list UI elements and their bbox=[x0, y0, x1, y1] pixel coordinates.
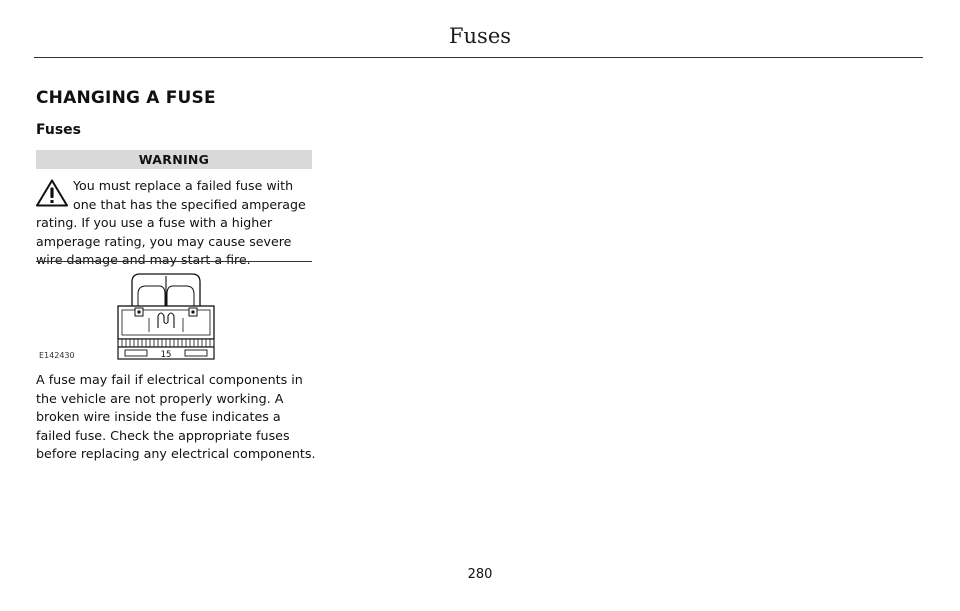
header-divider bbox=[34, 57, 923, 58]
warning-box bbox=[36, 177, 312, 270]
fuse-figure bbox=[36, 270, 312, 365]
subsection-heading: Fuses bbox=[36, 122, 81, 138]
warning-label: WARNING bbox=[36, 150, 312, 169]
section-heading: CHANGING A FUSE bbox=[36, 88, 216, 108]
figure-id: E142430 bbox=[39, 351, 75, 360]
warning-triangle-icon bbox=[35, 178, 69, 208]
page-number: 280 bbox=[467, 567, 493, 582]
warning-text: You must replace a failed fuse with one that has the specified amperage rating. If you use a fuse with a higher amperage rating, you may cause severe wire damage and may start a fire. bbox=[36, 178, 306, 267]
body-paragraph: A fuse may fail if electrical components in the vehicle are not properly working. A broken wire inside the fuse indicates a failed fuse. Check the appropriate fuses before replacing any electrical components. bbox=[36, 372, 316, 461]
blade-fuse-icon bbox=[116, 272, 216, 362]
warning-divider bbox=[36, 261, 312, 262]
fuse-rating-label: 15 bbox=[160, 350, 172, 360]
page-header-title: Fuses bbox=[448, 24, 512, 48]
